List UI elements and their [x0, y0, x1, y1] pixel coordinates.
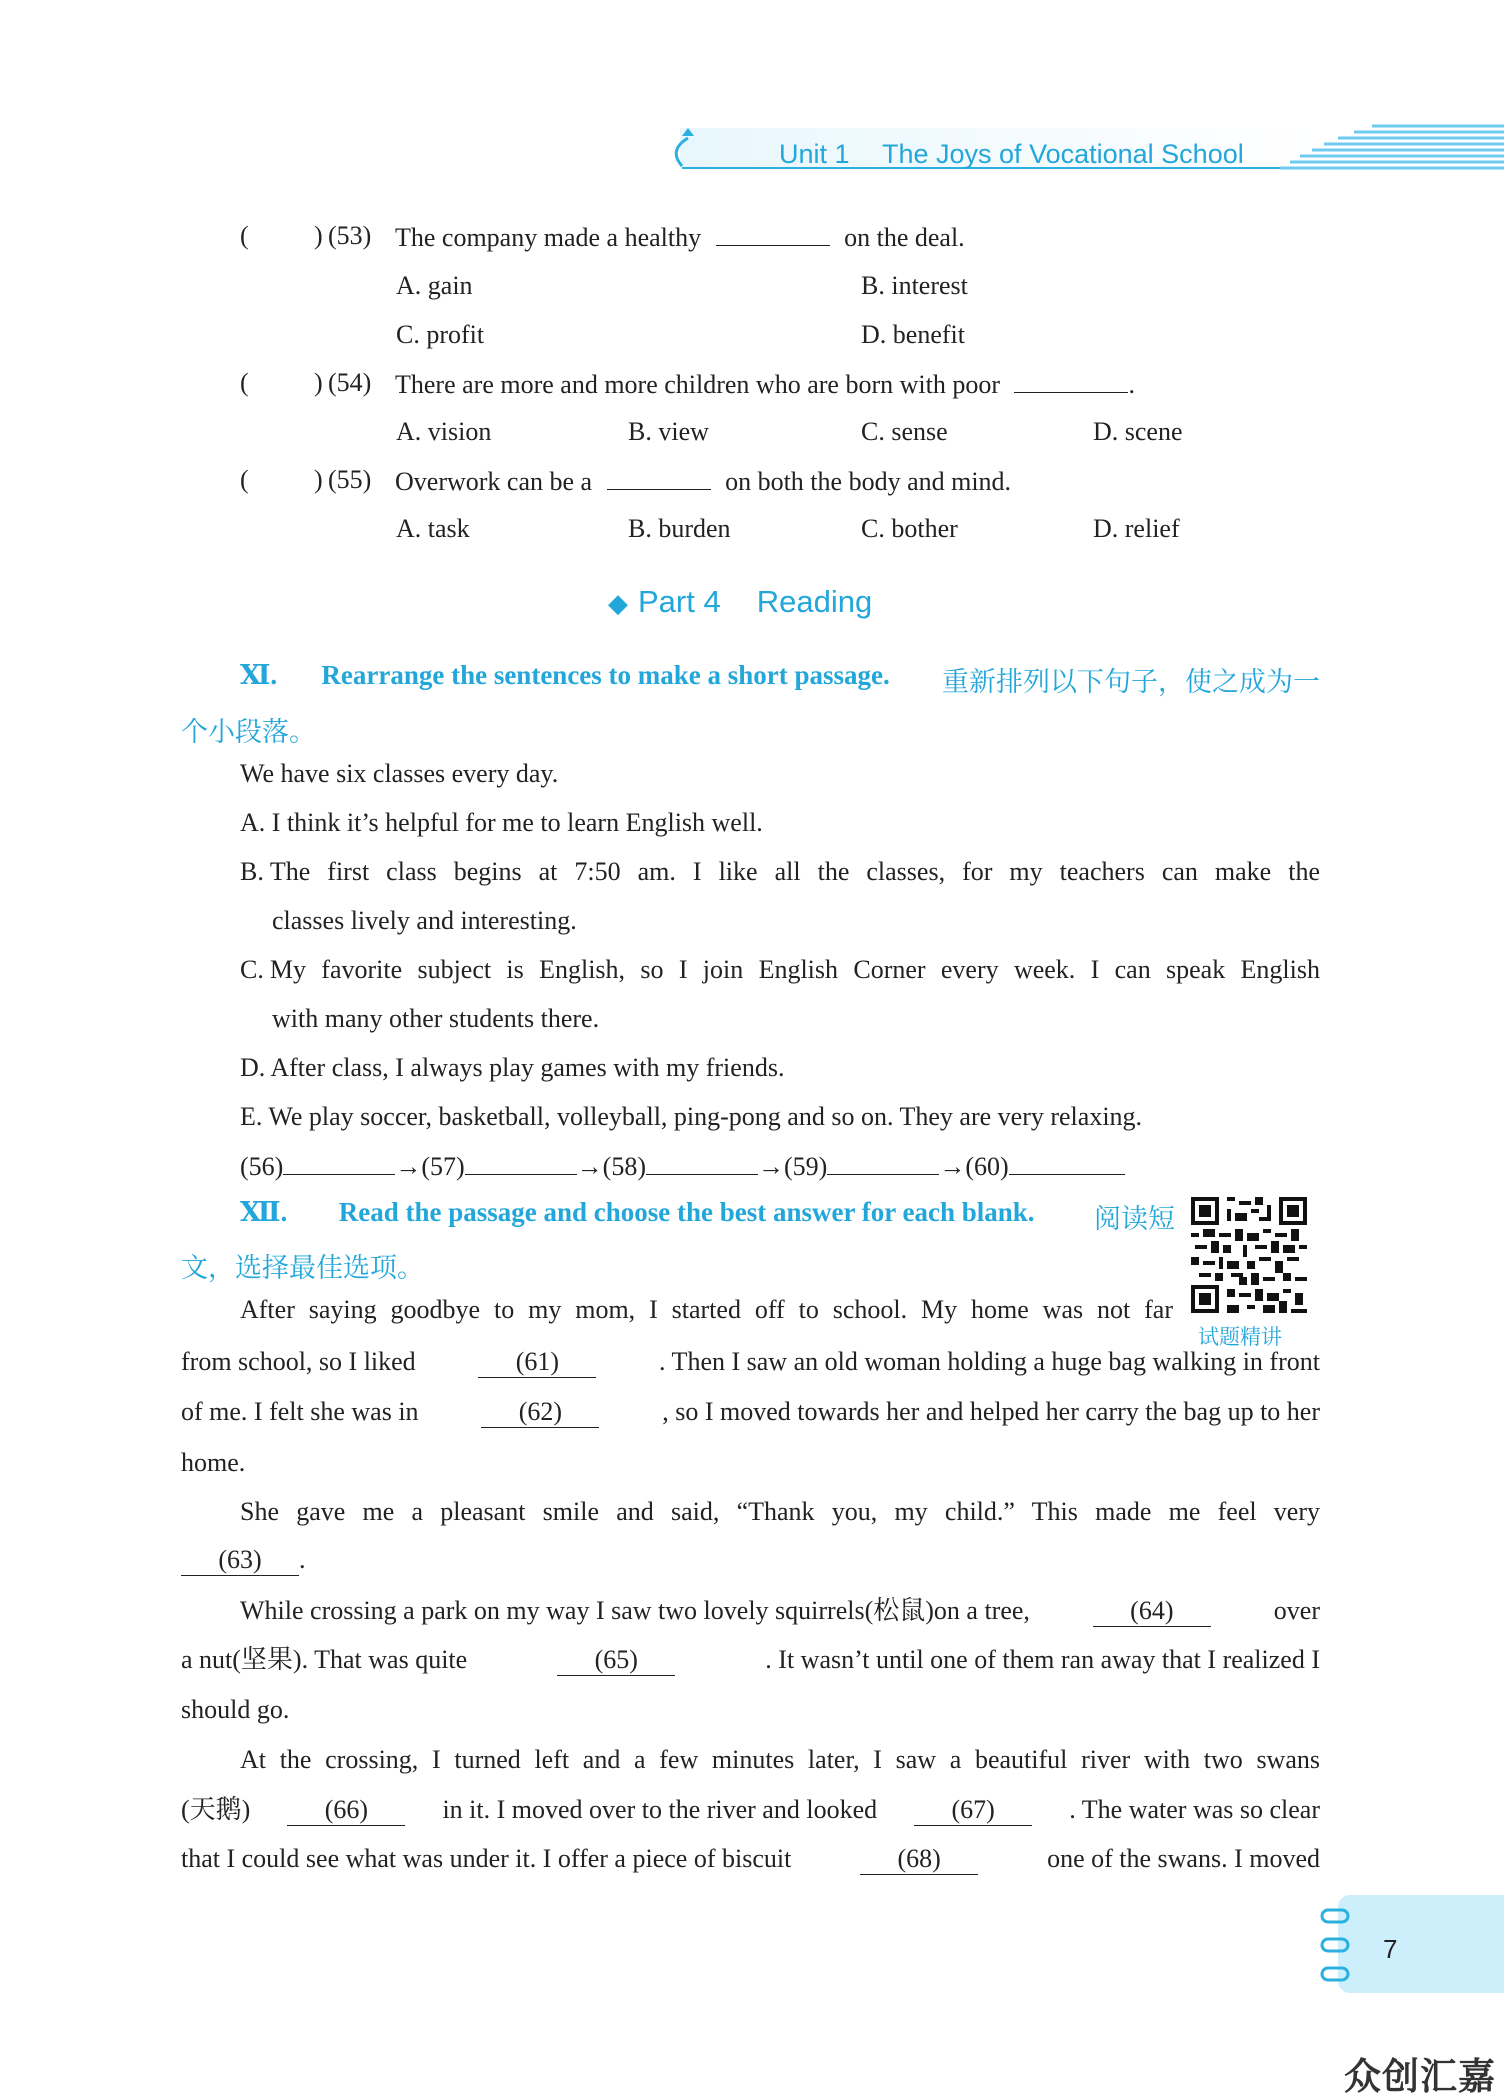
instruction-cn: 重新排列以下句子，使之成为一	[941, 667, 1320, 698]
watermark: 众创汇嘉	[1344, 2055, 1496, 2098]
option-c: C. profit	[396, 320, 485, 349]
option-d: D. benefit	[861, 320, 965, 349]
question-stem: There are more and more children who are born with poor .	[395, 370, 1135, 399]
passage-line: that I could see what was under it. I offer a piece of biscuit (68) one of the swans. I moved	[181, 1844, 1320, 1873]
answer-label: (59)	[783, 1152, 828, 1181]
unit-label: Unit 1	[779, 139, 850, 169]
sentence-e: E. We play soccer, basketball, volleyball, ping-pong and so on. They are very relaxing.	[240, 1102, 1143, 1131]
section-instruction	[240, 660, 1320, 699]
option-d: D. relief	[1093, 514, 1180, 543]
passage-line: She gave me a pleasant smile and said, “Thank you, my child.” This made me feel very	[240, 1497, 1320, 1526]
answer-blank	[607, 467, 711, 490]
answer-paren-close: )	[314, 465, 323, 494]
answer-blank	[1014, 370, 1128, 393]
question-stem: The company made a healthy on the deal.	[395, 223, 965, 252]
arrow-icon: →	[939, 1152, 966, 1181]
blank-63: (63)	[181, 1547, 299, 1576]
blank-67: (67)	[914, 1797, 1032, 1826]
answer-blank	[465, 1152, 577, 1175]
instruction-cn-cont: 文，选择最佳选项。	[181, 1253, 424, 1284]
passage-line: After saying goodbye to my mom, I started off to school. My home was not far	[240, 1295, 1173, 1324]
sentence-a: A. I think it’s helpful for me to learn English well.	[240, 808, 763, 837]
instruction-en: Read the passage and choose the best answer for each blank.	[338, 1197, 1035, 1227]
section-instruction	[240, 1197, 1175, 1236]
answer-blank	[283, 1152, 395, 1175]
answer-label: (57)	[421, 1152, 465, 1181]
passage-line: of me. I felt she was in (62) , so I moved towards her and helped her carry the bag up to her	[181, 1397, 1320, 1426]
passage-line: At the crossing, I turned left and a few minutes later, I saw a beautiful river with two swans	[240, 1745, 1320, 1774]
question-stem: Overwork can be a on both the body and mind.	[395, 467, 1012, 496]
option-c: C. sense	[861, 417, 948, 446]
answer-paren-close: )	[314, 368, 323, 397]
option-a: A. task	[396, 514, 470, 543]
instruction-cn: 阅读短	[1093, 1204, 1175, 1235]
passage-line: While crossing a park on my way I saw two lovely squirrels(松鼠)on a tree, (64) over	[240, 1596, 1320, 1625]
answer-label: (60)	[965, 1152, 1009, 1181]
blank-64: (64)	[1093, 1598, 1211, 1627]
question-number: (53)	[328, 221, 372, 250]
instruction-cn-cont: 个小段落。	[181, 717, 316, 748]
answer-label: (58)	[602, 1152, 646, 1181]
arrow-icon: →	[757, 1152, 784, 1181]
part-title: Reading	[756, 584, 873, 619]
answer-blank	[646, 1152, 758, 1175]
sentence-d: D. After class, I always play games with my friends.	[240, 1053, 785, 1082]
option-a: A. vision	[396, 417, 492, 446]
option-b: B. view	[628, 417, 709, 446]
instruction-en: Rearrange the sentences to make a short passage.	[321, 660, 890, 690]
passage-line: from school, so I liked (61) . Then I saw an old woman holding a huge bag walking in front	[181, 1347, 1320, 1376]
answer-blank	[716, 223, 830, 246]
option-b: B. burden	[628, 514, 731, 543]
answer-paren-open: (	[240, 221, 249, 250]
passage-intro: We have six classes every day.	[240, 759, 559, 788]
section-numeral: Ⅻ.	[240, 1197, 288, 1227]
question-number: (55)	[328, 465, 372, 494]
passage-line: (天鹅) (66) in it. I moved over to the river and looked (67) . The water was so clear	[181, 1795, 1320, 1824]
blank-62: (62)	[481, 1399, 599, 1428]
answer-paren-close: )	[314, 221, 323, 250]
part-label: Part 4	[638, 584, 721, 619]
option-c: C. bother	[861, 514, 958, 543]
section-numeral: Ⅺ.	[240, 660, 278, 690]
diamond-icon: ◆	[608, 588, 628, 618]
passage-line: home.	[181, 1448, 246, 1477]
passage-line: (63) .	[181, 1547, 306, 1576]
answer-label: (56)	[240, 1152, 284, 1181]
option-d: D. scene	[1093, 417, 1183, 446]
page-tab	[1338, 1895, 1504, 1993]
answer-paren-open: (	[240, 368, 249, 397]
answer-blank	[1009, 1152, 1125, 1175]
unit-title: The Joys of Vocational School	[882, 139, 1244, 169]
part-heading	[608, 584, 872, 620]
blank-61: (61)	[478, 1349, 596, 1378]
order-answers	[240, 1152, 1125, 1180]
ring-binder-icon	[1318, 1904, 1354, 1986]
answer-paren-open: (	[240, 465, 249, 494]
page-number: 7	[1383, 1934, 1398, 1964]
answer-blank	[827, 1152, 939, 1175]
blank-66: (66)	[287, 1797, 405, 1826]
arrow-icon: →	[576, 1152, 603, 1181]
qr-caption: 试题精讲	[1198, 1325, 1282, 1349]
arrow-icon: →	[395, 1152, 422, 1181]
question-number: (54)	[328, 368, 372, 397]
qr-code-icon[interactable]	[1191, 1197, 1307, 1313]
blank-68: (68)	[860, 1846, 978, 1875]
option-b: B. interest	[861, 271, 968, 300]
passage-line: should go.	[181, 1695, 290, 1724]
passage-line: a nut(坚果). That was quite (65) . It wasn’t until one of them ran away that I realized I	[181, 1645, 1320, 1674]
option-a: A. gain	[396, 271, 473, 300]
blank-65: (65)	[557, 1647, 675, 1676]
